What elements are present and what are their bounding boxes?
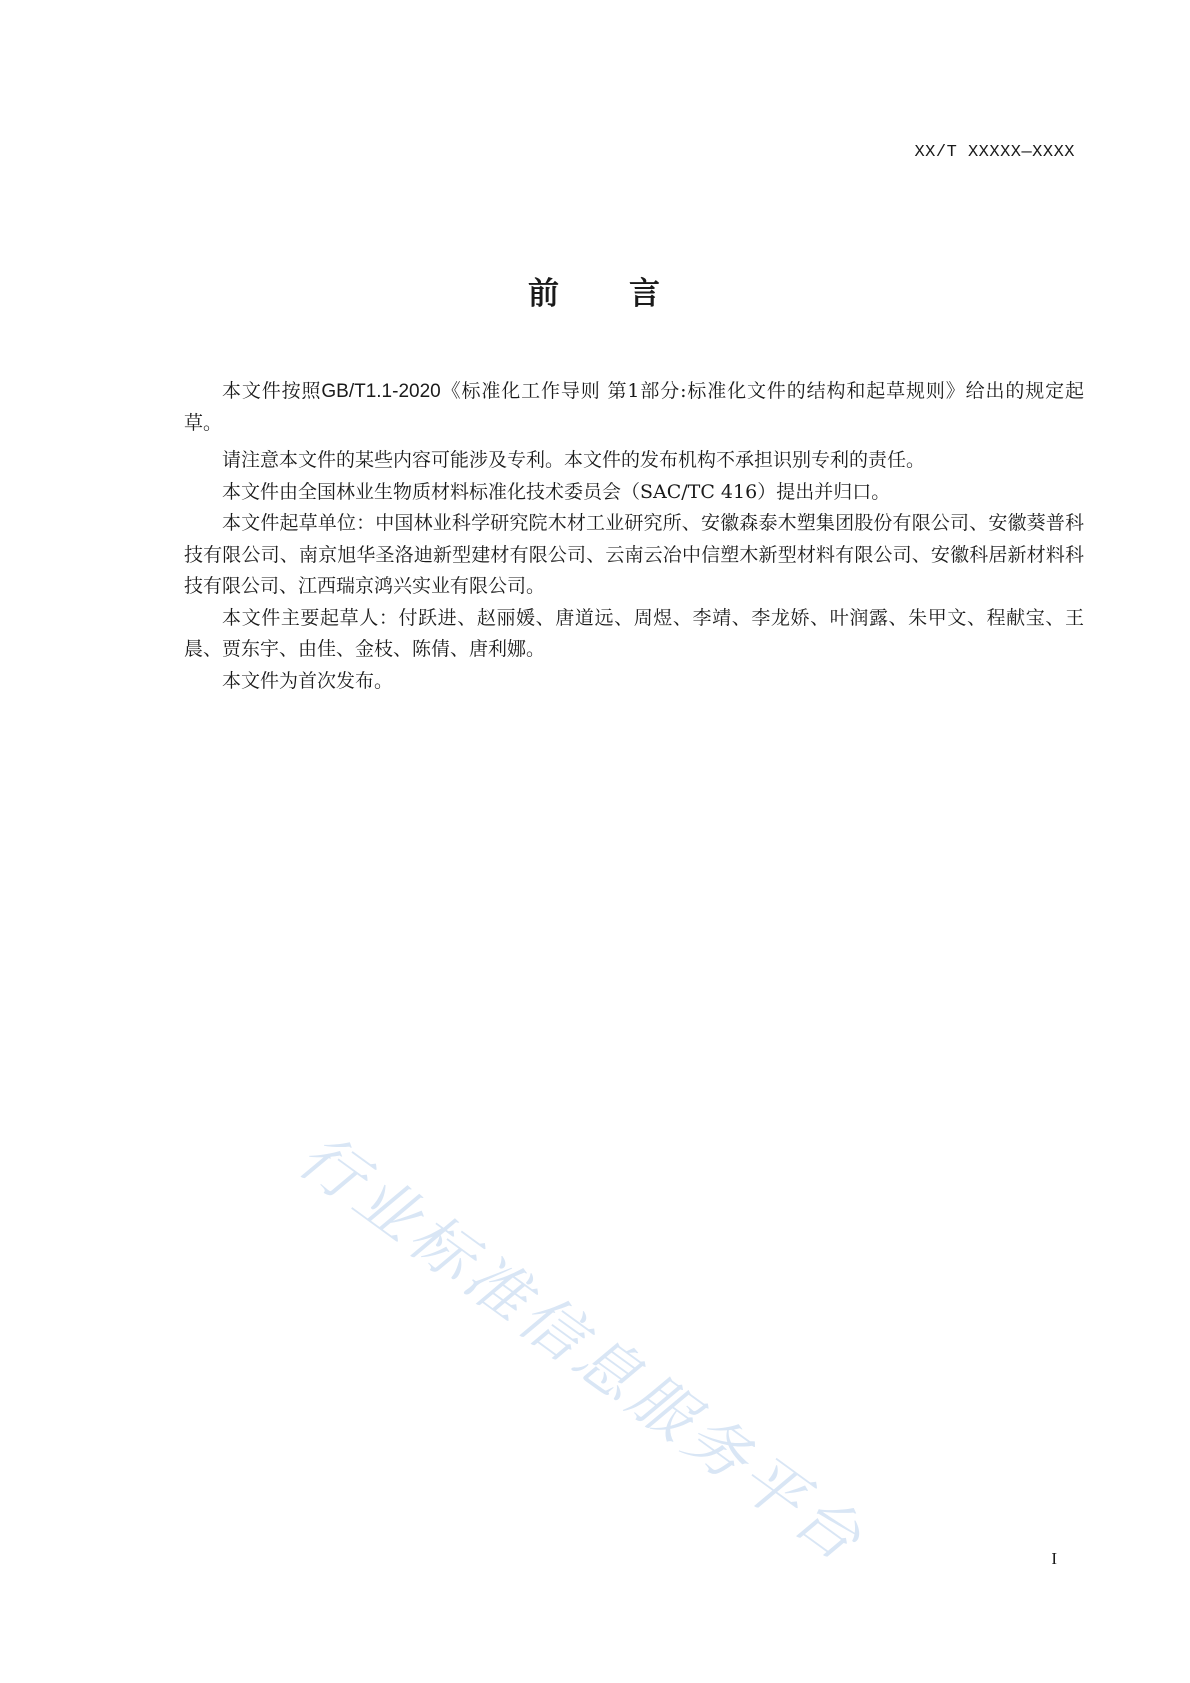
paragraph-proposing-body: 本文件由全国林业生物质材料标准化技术委员会（SAC/TC 416）提出并归口。 xyxy=(222,480,891,503)
title-char-2: 言 xyxy=(629,276,662,312)
paragraph-drafters: 本文件主要起草人：付跃进、赵丽媛、唐道远、周煜、李靖、李龙娇、叶润露、朱甲文、程献宝、王晨、贾东宇、由佳、金枝、陈倩、唐利娜。 xyxy=(184,606,1084,660)
standard-reference-code: GB/T1.1-2020 xyxy=(321,381,441,402)
paragraph-drafting-rules-prefix: 本文件按照 xyxy=(222,380,322,402)
paragraph-drafting-rules-suffix: 《标准化工作导则 第1部分:标准化文件的结构和起草规则》给出的规定起草。 xyxy=(184,380,1084,434)
title-char-1: 前 xyxy=(528,276,561,312)
paragraph-first-release: 本文件为首次发布。 xyxy=(222,669,394,692)
paragraph-drafting-units: 本文件起草单位：中国林业科学研究院木材工业研究所、安徽森泰木塑集团股份有限公司、安徽葵普科技有限公司、南京旭华圣洛迪新型建材有限公司、云南云冶中信塑木新型材料有限公司、安徽科居新材料科技有限公司、江西瑞京鸿兴实业有限公司。 xyxy=(184,512,1084,597)
paragraph-patent-notice: 请注意本文件的某些内容可能涉及专利。本文件的发布机构不承担识别专利的责任。 xyxy=(222,449,926,471)
paragraph-drafting-rules xyxy=(184,376,1084,439)
standard-code: XX/T XXXXX—XXXX xyxy=(914,143,1075,162)
page-number: I xyxy=(1051,1549,1057,1568)
watermark: 行业标准信息服务平台 xyxy=(285,1119,879,1578)
foreword-body xyxy=(184,376,1084,697)
page-title xyxy=(0,268,1190,313)
